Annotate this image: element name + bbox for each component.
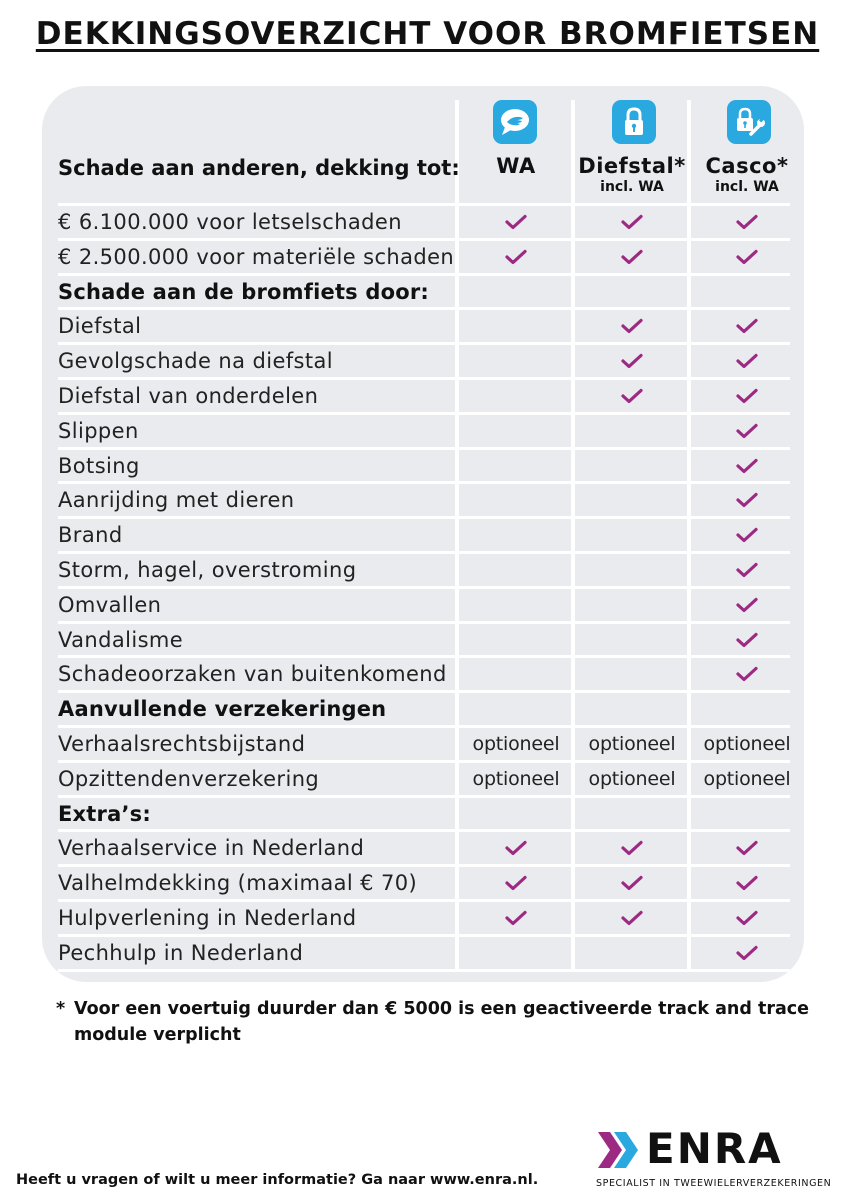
row-label: Pechhulp in Nederland (58, 940, 304, 965)
table-row (58, 380, 790, 415)
row-label: Omvallen (58, 592, 162, 617)
row-label: Diefstal van onderdelen (58, 384, 319, 408)
empty-cell (576, 798, 688, 830)
page-title: DEKKINGSOVERZICHT VOOR BROMFIETSEN (35, 16, 820, 52)
checkmark-icon (691, 380, 803, 412)
section-header-row (58, 693, 790, 728)
empty-cell (576, 415, 688, 447)
checkmark-icon (576, 206, 688, 238)
empty-cell (460, 310, 572, 342)
header-label: Schade aan anderen, dekking tot: (58, 156, 460, 180)
empty-cell (576, 519, 688, 551)
empty-cell (460, 658, 572, 690)
logo-tagline: SPECIALIST IN TWEEWIELERVERZEKERINGEN (596, 1178, 832, 1189)
empty-cell (460, 624, 572, 656)
checkmark-icon (691, 310, 803, 342)
table-row (58, 554, 790, 589)
table-row (58, 867, 790, 902)
row-label: € 2.500.000 voor materiële schaden (58, 244, 455, 269)
checkmark-icon (691, 589, 803, 621)
table-row (58, 902, 790, 937)
empty-cell (460, 519, 572, 551)
checkmark-icon (691, 206, 803, 238)
empty-cell (691, 693, 803, 725)
column-header-diefstal (576, 154, 688, 195)
column-subtitle: incl. WA (600, 179, 664, 195)
table-row (58, 937, 790, 972)
row-label: Opzittendenverzekering (58, 766, 320, 791)
footnote-text: Voor een voertuig duurder dan € 5000 is een geactiveerde track and trace module verplicht (74, 999, 810, 1045)
table-row (58, 206, 790, 241)
table-row (58, 658, 790, 693)
empty-cell (576, 589, 688, 621)
empty-cell (576, 693, 688, 725)
checkmark-icon (460, 832, 572, 864)
section-label: Extra’s: (58, 801, 151, 826)
checkmark-icon (576, 902, 688, 934)
footnote (56, 996, 816, 1048)
logo-chevrons-icon (596, 1130, 642, 1170)
empty-cell (460, 345, 572, 377)
row-label: Valhelmdekking (maximaal € 70) (58, 871, 418, 896)
table-row (58, 832, 790, 867)
row-label: Vandalisme (58, 627, 184, 652)
table-row (58, 728, 790, 763)
checkmark-icon (576, 345, 688, 377)
row-label: € 6.100.000 voor letselschaden (58, 210, 402, 234)
checkmark-icon (691, 415, 803, 447)
empty-cell (576, 276, 688, 308)
table-row (58, 415, 790, 450)
checkmark-icon (691, 624, 803, 656)
row-label: Verhaalservice in Nederland (58, 836, 365, 861)
column-title: WA (496, 154, 536, 178)
table-row (58, 310, 790, 345)
empty-cell (576, 658, 688, 690)
checkmark-icon (691, 832, 803, 864)
checkmark-icon (576, 310, 688, 342)
table-header-row (58, 152, 790, 206)
row-divider (58, 969, 790, 972)
column-subtitle: incl. WA (715, 179, 779, 195)
empty-cell (576, 484, 688, 516)
section-header-row (58, 276, 790, 311)
cell-value: optioneel (703, 767, 791, 790)
checkmark-icon (576, 867, 688, 899)
row-label: Hulpverlening in Nederland (58, 906, 357, 930)
empty-cell (460, 693, 572, 725)
contact-info: Heeft u vragen of wilt u meer informatie? Ga naar www.enra.nl. (16, 1172, 539, 1188)
table-row (58, 624, 790, 659)
row-label: Gevolgschade na diefstal (58, 349, 334, 374)
checkmark-icon (460, 206, 572, 238)
table-row (58, 345, 790, 380)
empty-cell (691, 276, 803, 308)
section-label: Schade aan de bromfiets door: (58, 279, 430, 304)
empty-cell (460, 484, 572, 516)
checkmark-icon (691, 484, 803, 516)
empty-cell (576, 937, 688, 969)
checkmark-icon (576, 241, 688, 273)
row-label: Storm, hagel, overstroming (58, 558, 357, 582)
empty-cell (460, 276, 572, 308)
row-label: Brand (58, 523, 123, 548)
column-title: Casco* (705, 154, 789, 178)
section-label: Aanvullende verzekeringen (58, 697, 387, 722)
section-header-row (58, 798, 790, 833)
checkmark-icon (576, 380, 688, 412)
empty-cell (460, 450, 572, 482)
checkmark-icon (691, 937, 803, 969)
checkmark-icon (576, 832, 688, 864)
table-row (58, 484, 790, 519)
logo-wordmark: ENRA (646, 1124, 783, 1173)
table-row (58, 589, 790, 624)
checkmark-icon (691, 519, 803, 551)
checkmark-icon (460, 241, 572, 273)
checkmark-icon (460, 867, 572, 899)
cell-value: optioneel (588, 733, 676, 755)
column-header-casco (691, 154, 803, 195)
padlock-wrench-icon (727, 100, 771, 144)
empty-cell (460, 380, 572, 412)
enra-logo (596, 1124, 836, 1192)
row-label: Slippen (58, 418, 139, 443)
checkmark-icon (691, 658, 803, 690)
empty-cell (576, 624, 688, 656)
checkmark-icon (691, 554, 803, 586)
row-label: Verhaalsrechtsbijstand (58, 732, 306, 756)
cell-value: optioneel (703, 733, 791, 755)
cell-value: optioneel (472, 767, 560, 790)
speech-bubble-hand-icon (493, 100, 537, 144)
checkmark-icon (460, 902, 572, 934)
table-row (58, 450, 790, 485)
checkmark-icon (691, 902, 803, 934)
checkmark-icon (691, 241, 803, 273)
checkmark-icon (691, 345, 803, 377)
empty-cell (576, 554, 688, 586)
row-label: Diefstal (58, 314, 142, 339)
table-row (58, 241, 790, 276)
empty-cell (460, 554, 572, 586)
checkmark-icon (691, 450, 803, 482)
cell-value: optioneel (588, 767, 676, 790)
row-label: Botsing (58, 453, 140, 478)
column-title: Diefstal* (578, 154, 686, 178)
cell-value: optioneel (472, 733, 560, 755)
padlock-icon (612, 100, 656, 144)
footnote-marker: * (56, 999, 66, 1019)
table-row (58, 763, 790, 798)
empty-cell (691, 798, 803, 830)
empty-cell (576, 450, 688, 482)
row-label: Schadeoorzaken van buitenkomend (58, 662, 447, 687)
column-header-wa (460, 154, 572, 178)
row-label: Aanrijding met dieren (58, 488, 295, 513)
empty-cell (460, 798, 572, 830)
empty-cell (460, 589, 572, 621)
table-row (58, 519, 790, 554)
empty-cell (460, 937, 572, 969)
checkmark-icon (691, 867, 803, 899)
empty-cell (460, 415, 572, 447)
